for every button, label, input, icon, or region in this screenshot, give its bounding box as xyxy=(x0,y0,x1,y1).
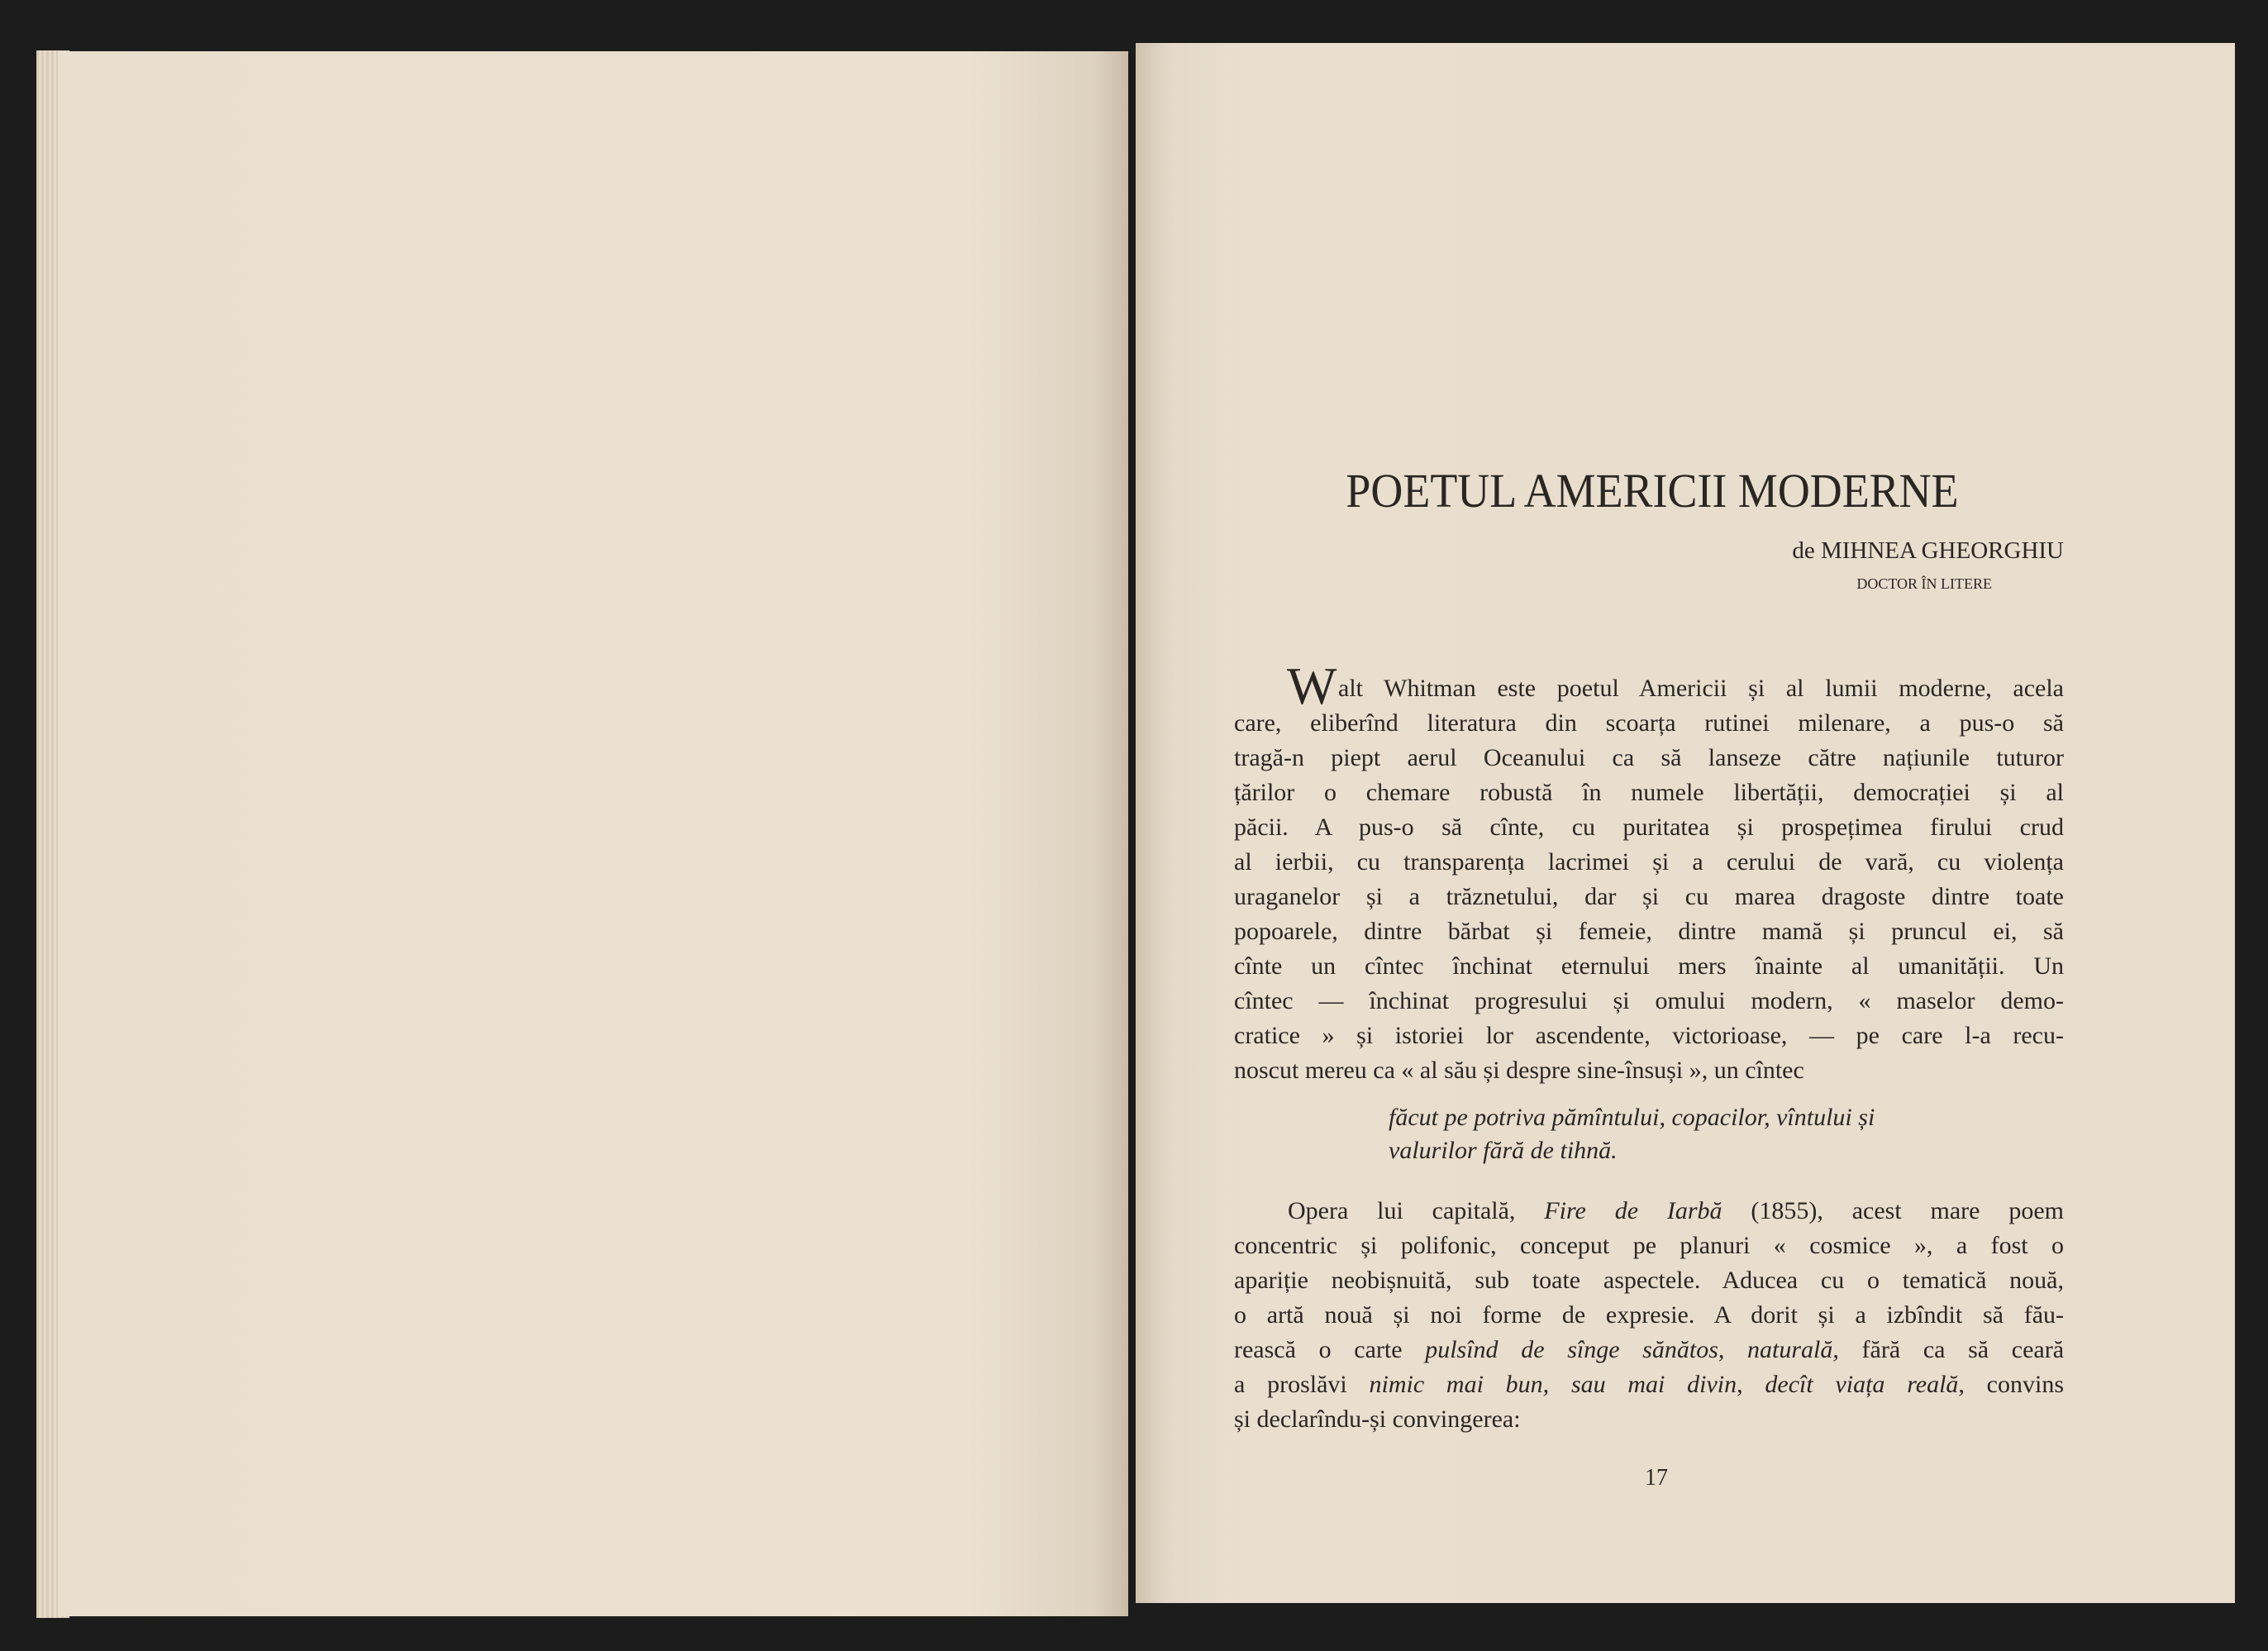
text-segment: cratice » și istoriei lor ascendente, victorioase, — pe care l-a recu- xyxy=(1234,1022,2064,1049)
text-line xyxy=(1234,810,2064,845)
text-segment: noscut mereu ca « al său și despre sine-însuși », un cîntec xyxy=(1234,1057,1804,1084)
paragraph-2 xyxy=(1234,1194,2064,1437)
text-segment: concentric și polifonic, conceput pe planuri « cosmice », a fost o xyxy=(1234,1232,2064,1259)
italic-text: Fire de Iarbă xyxy=(1544,1197,1722,1224)
text-line xyxy=(1234,1367,2064,1402)
text-line xyxy=(1234,984,2064,1019)
paragraph-1 xyxy=(1234,656,2064,1088)
article-author: de MIHNEA GHEORGHIU xyxy=(1792,537,2064,564)
text-line xyxy=(1234,775,2064,810)
text-segment: țărilor o chemare robustă în numele libertății, democrației și al xyxy=(1234,779,2064,806)
text-segment: convins xyxy=(1964,1371,2065,1398)
text-segment: popoarele, dintre bărbat și femeie, dintre mamă și pruncul ei, să xyxy=(1234,918,2064,945)
text-line xyxy=(1234,949,2064,984)
verse-quote xyxy=(1389,1101,1875,1167)
drop-cap: W xyxy=(1287,656,1337,715)
text-segment: Opera lui capitală, xyxy=(1288,1197,1545,1224)
text-line xyxy=(1234,1053,2064,1088)
text-segment: păcii. A pus-o să cînte, cu puritatea și prospețimea firului crud xyxy=(1234,814,2064,841)
text-segment: uraganelor și a trăznetului, dar și cu marea dragoste dintre toate xyxy=(1234,883,2064,910)
text-line xyxy=(1234,1333,2064,1367)
text-segment: și declarîndu-și convingerea: xyxy=(1234,1405,1521,1433)
text-segment: apariție neobișnuită, sub toate aspectele. Aducea cu o tematică nouă, xyxy=(1234,1267,2064,1294)
text-line xyxy=(1234,1194,2064,1229)
italic-text: pulsînd de sînge sănătos, naturală, xyxy=(1425,1336,1839,1363)
text-segment: (1855), acest mare poem xyxy=(1722,1197,2064,1224)
page-number: 17 xyxy=(1645,1465,1668,1491)
text-segment: cîntec — închinat progresului și omului modern, « maselor demo- xyxy=(1234,987,2064,1014)
text-segment: al ierbii, cu transparența lacrimei și a cerului de vară, cu violența xyxy=(1234,848,2064,876)
text-segment: cînte un cîntec închinat eternului mers înainte al umanității. Un xyxy=(1234,952,2064,980)
text-segment: care, eliberînd literatura din scoarța rutinei milenare, a pus-o să xyxy=(1234,709,2064,737)
text-line xyxy=(1234,845,2064,880)
author-degree: DOCTOR ÎN LITERE xyxy=(1856,575,1992,592)
text-line xyxy=(1234,1298,2064,1333)
text-line xyxy=(1234,1229,2064,1263)
text-segment: o artă nouă și noi forme de expresie. A dorit și a izbîndit să fău- xyxy=(1234,1301,2064,1329)
text-line xyxy=(1234,656,2064,715)
article-title: POETUL AMERICII MODERNE xyxy=(1346,464,1959,518)
text-line xyxy=(1234,741,2064,775)
first-line-text xyxy=(1287,675,2064,702)
left-page-blank xyxy=(58,51,1128,1616)
text-line xyxy=(1234,880,2064,914)
text-segment: alt Whitman este poetul Americii și al lumii moderne, acela xyxy=(1338,675,2064,702)
text-line xyxy=(1234,1402,2064,1437)
verse-line: făcut pe potriva pămîntului, copacilor, vîntului și xyxy=(1389,1104,1875,1131)
text-segment: rească o carte xyxy=(1234,1336,1426,1363)
italic-text: nimic mai bun, sau mai divin, decît viața reală, xyxy=(1369,1371,1965,1398)
text-line xyxy=(1234,706,2064,741)
text-segment: a proslăvi xyxy=(1234,1371,1370,1398)
text-segment: tragă-n piept aerul Oceanului ca să lanseze către națiunile tuturor xyxy=(1234,744,2064,771)
verse-line: valurilor fără de tihnă. xyxy=(1389,1137,1618,1164)
text-segment: fără ca să ceară xyxy=(1838,1336,2065,1363)
text-line xyxy=(1234,1019,2064,1053)
text-line xyxy=(1234,914,2064,949)
text-line xyxy=(1234,1263,2064,1298)
